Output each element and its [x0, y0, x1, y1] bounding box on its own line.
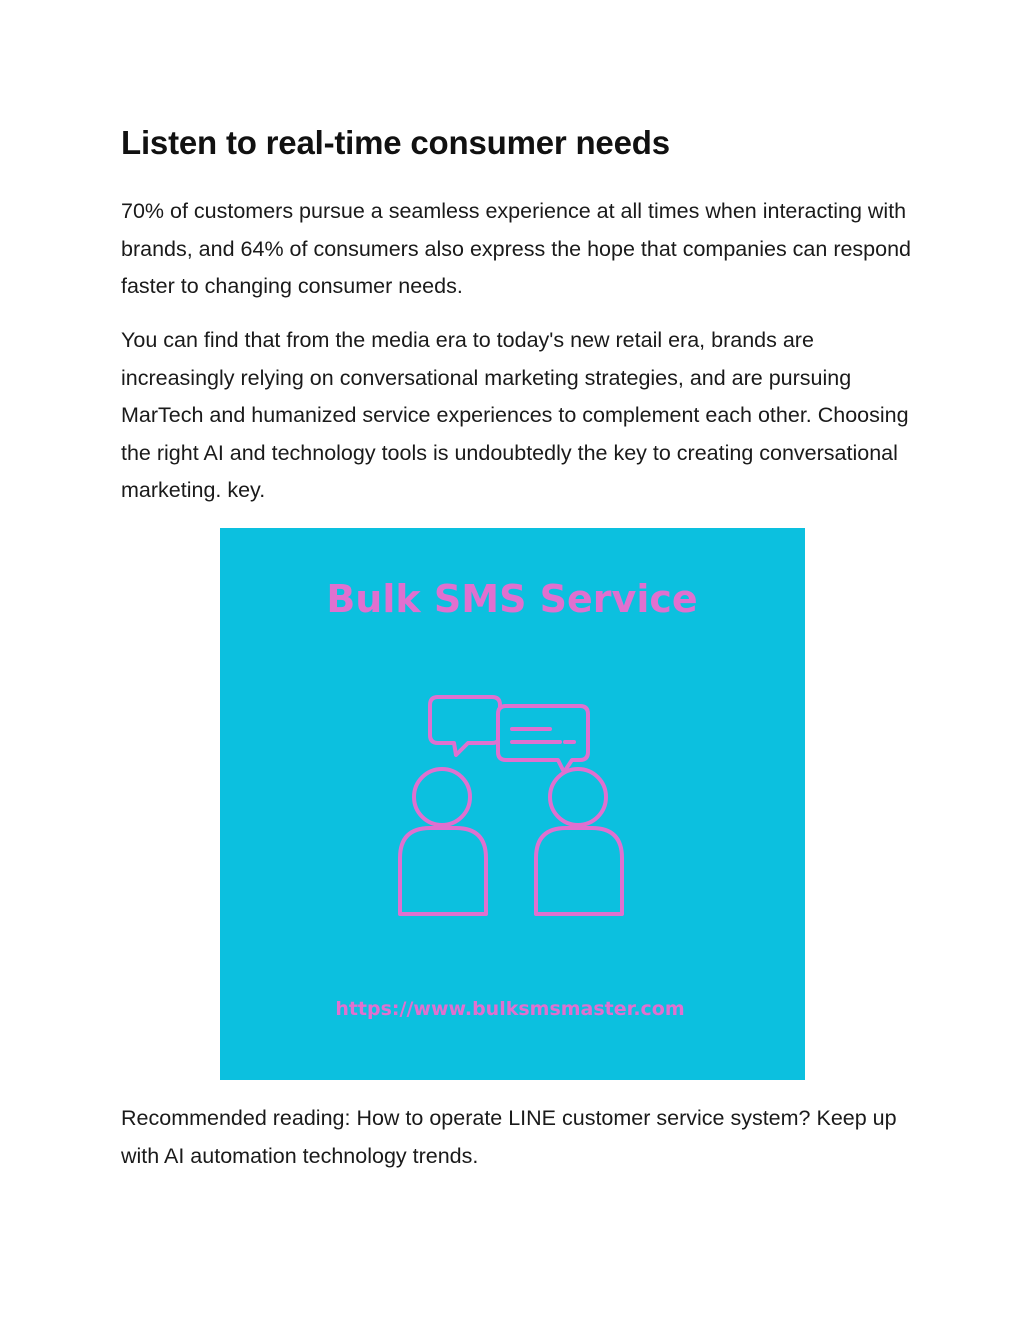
- left-person-body: [400, 828, 486, 914]
- right-speech-bubble: [498, 706, 588, 772]
- paragraph-body: You can find that from the media era to today's new retail era, brands are increasingly relying on conversational marketing strategies, and are pursuing MarTech and humanized service experiences to complement each other. Choosing the right AI and technology tools is undoubtedly the key to creating conversational marketing. key.: [121, 328, 909, 502]
- left-person-head: [414, 769, 470, 825]
- right-person-body: [536, 828, 622, 914]
- bulk-sms-banner-image: [220, 528, 805, 1080]
- paragraph-intro: 70% of customers pursue a seamless experience at all times when interacting with brands, and 64% of consumers also express the hope that companies can respond faster to changing consumer needs.: [121, 199, 912, 298]
- right-person-head: [550, 769, 606, 825]
- two-people-chat-icon: [400, 697, 622, 914]
- left-speech-bubble: [430, 697, 500, 755]
- page-title: Listen to real-time consumer needs: [121, 124, 670, 161]
- paragraph-recommended-reading: Recommended reading: How to operate LINE customer service system? Keep up with AI automation technology trends.: [121, 1106, 897, 1168]
- banner-heading: Bulk SMS Service: [326, 577, 698, 621]
- banner-url: https://www.bulksmsmaster.com: [335, 998, 685, 1020]
